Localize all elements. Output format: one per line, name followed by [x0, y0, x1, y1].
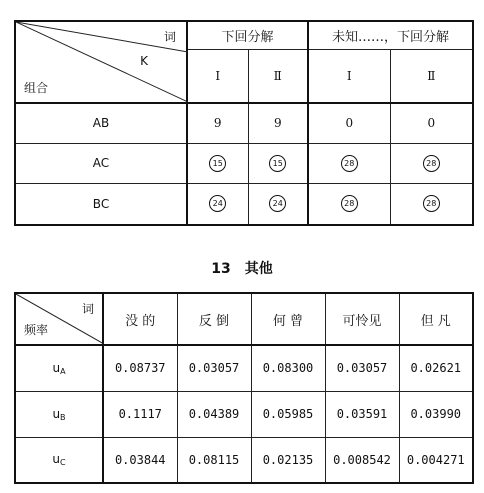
table1-corner-middle-label: K — [140, 54, 148, 68]
table-cell: 0.02135 — [251, 437, 325, 483]
circled-number: 15 — [209, 155, 226, 172]
table-cell — [390, 183, 473, 225]
table1-header-row — [15, 21, 473, 50]
row-label-main: u — [52, 360, 61, 375]
column-header: 没 的 — [103, 293, 177, 345]
row-label: AC — [15, 143, 187, 183]
table-cell — [187, 183, 248, 225]
table2-corner-bottom-label: 频率 — [24, 323, 49, 337]
table-row — [15, 437, 473, 483]
table-cell: 0.008542 — [325, 437, 399, 483]
table-cell: 9 — [248, 103, 308, 143]
table-cell: 0 — [308, 103, 390, 143]
table-cell: 0.03844 — [103, 437, 177, 483]
table1-corner-bottom-label: 组合 — [24, 81, 49, 95]
table1-group-header-1: 下回分解 — [187, 21, 308, 50]
table-cell — [390, 143, 473, 183]
table-cell: 9 — [187, 103, 248, 143]
table-cell: 0.1117 — [103, 391, 177, 437]
table-cell — [248, 143, 308, 183]
row-label: BC — [15, 183, 187, 225]
section-title: 13 其他 — [211, 261, 273, 277]
row-label-main: u — [52, 452, 60, 467]
table1-subheader-2: Ⅱ — [248, 50, 308, 103]
frequency-table — [14, 292, 474, 484]
table-cell: 0.03591 — [325, 391, 399, 437]
column-header: 反 倒 — [177, 293, 251, 345]
table-cell: 0.08737 — [103, 345, 177, 391]
table-row — [15, 143, 473, 183]
circled-number: 24 — [269, 195, 286, 212]
circled-number: 15 — [269, 155, 286, 172]
row-label-subscript: B — [60, 412, 66, 422]
circled-number: 24 — [209, 195, 226, 212]
row-label — [15, 437, 103, 483]
table-cell: 0.08115 — [177, 437, 251, 483]
table-cell: 0.02621 — [399, 345, 473, 391]
column-header: 但 凡 — [399, 293, 473, 345]
table-cell: 0.004271 — [399, 437, 473, 483]
table-cell: 0.05985 — [251, 391, 325, 437]
table-row — [15, 345, 473, 391]
row-label — [15, 345, 103, 391]
column-header: 何 曾 — [251, 293, 325, 345]
table-row — [15, 183, 473, 225]
circled-number: 28 — [423, 155, 440, 172]
table1-group-header-2: 未知……，下回分解 — [308, 21, 473, 50]
table2-corner-cell — [15, 293, 103, 345]
table-cell: 0.04389 — [177, 391, 251, 437]
table-cell — [248, 183, 308, 225]
table1-subheader-3: Ⅰ — [308, 50, 390, 103]
circled-number: 28 — [341, 155, 358, 172]
table2-header-row — [15, 293, 473, 345]
column-header: 可怜见 — [325, 293, 399, 345]
row-label-subscript: A — [60, 366, 66, 376]
table-cell: 0.03057 — [177, 345, 251, 391]
table-cell: 0.03990 — [399, 391, 473, 437]
circled-number: 28 — [341, 195, 358, 212]
table-cell — [187, 143, 248, 183]
row-label-main: u — [52, 406, 61, 421]
table-cell: 0 — [390, 103, 473, 143]
table2-corner-top-label: 词 — [81, 302, 94, 316]
table1-corner-top-label: 词 — [163, 30, 176, 44]
row-label: AB — [15, 103, 187, 143]
table-cell — [308, 183, 390, 225]
row-label-subscript: C — [60, 458, 66, 468]
combination-table — [14, 20, 474, 226]
table-cell: 0.08300 — [251, 345, 325, 391]
table-row — [15, 103, 473, 143]
table1-subheader-4: Ⅱ — [390, 50, 473, 103]
table1-corner-cell — [15, 21, 187, 103]
circled-number: 28 — [423, 195, 440, 212]
table1-subheader-1: Ⅰ — [187, 50, 248, 103]
table-row — [15, 391, 473, 437]
table-cell: 0.03057 — [325, 345, 399, 391]
table-cell — [308, 143, 390, 183]
row-label — [15, 391, 103, 437]
